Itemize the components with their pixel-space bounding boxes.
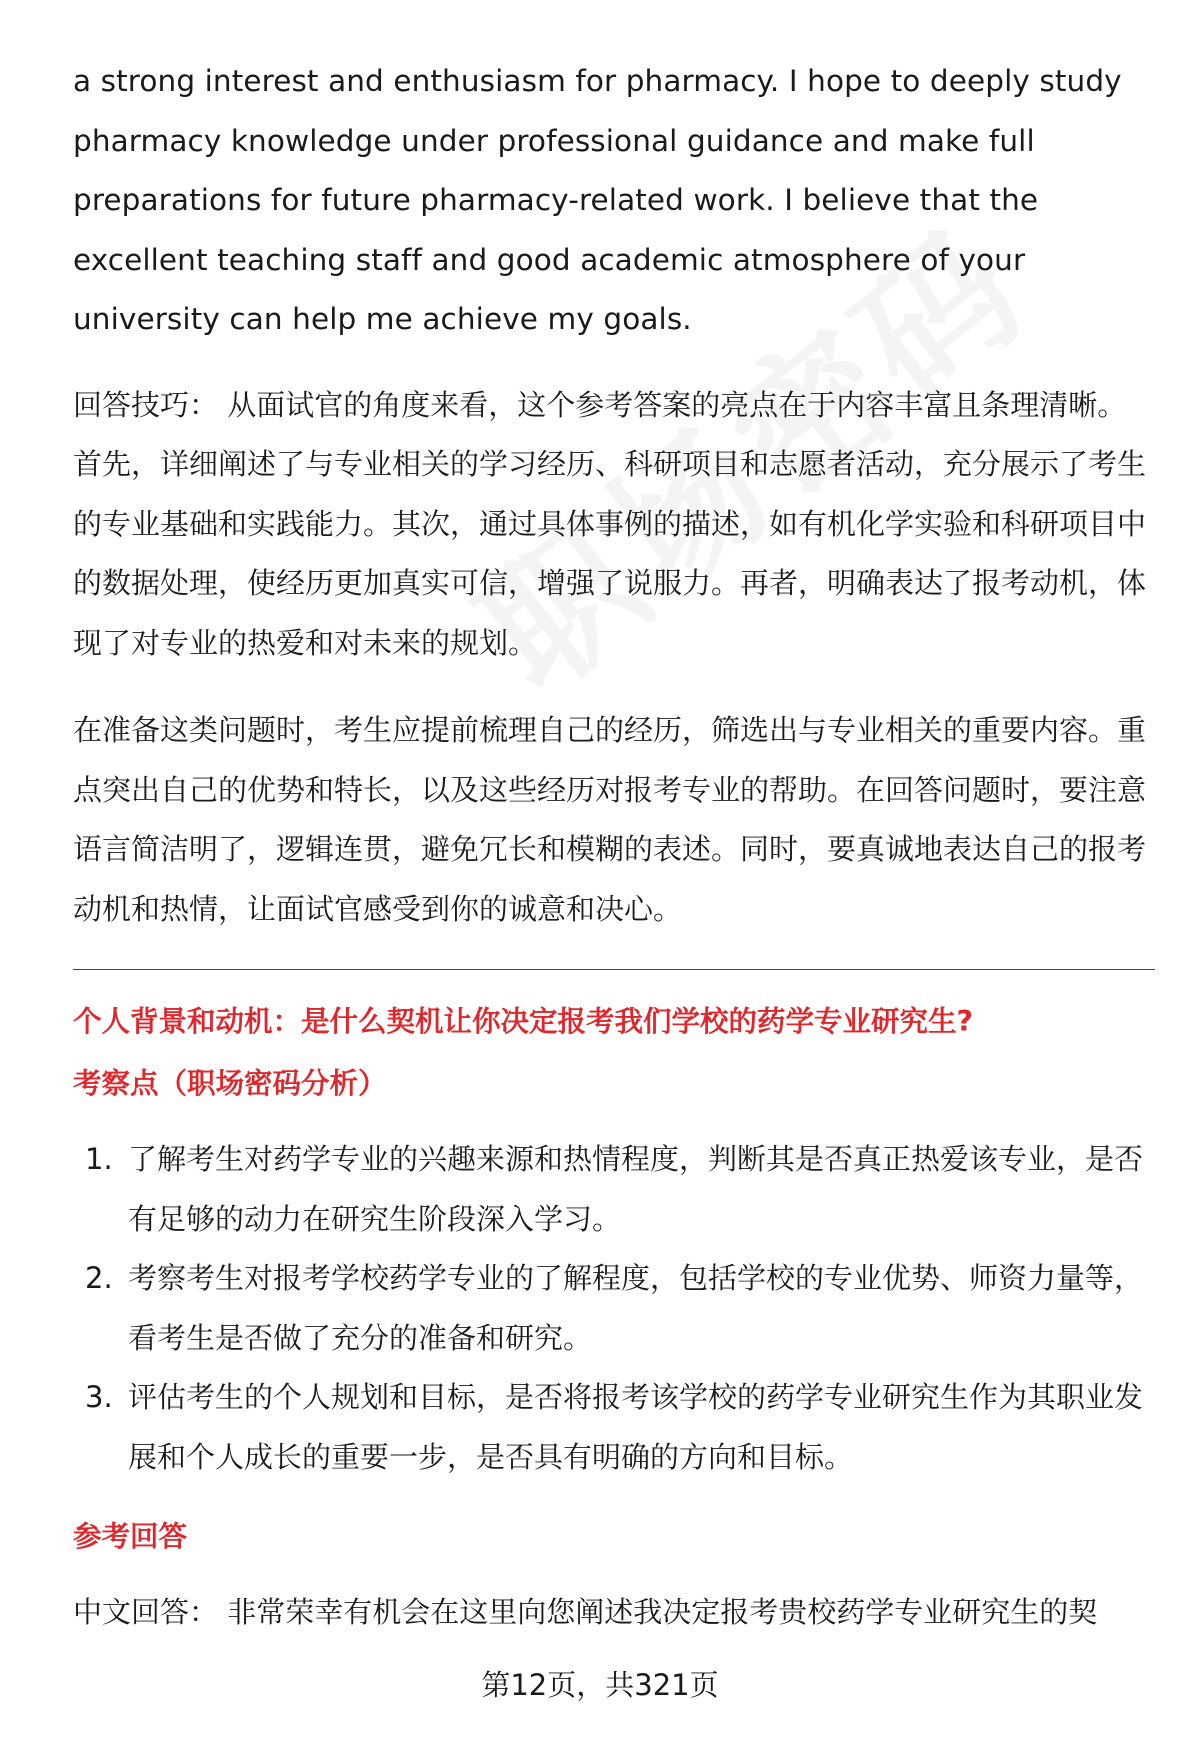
list-item-number: 2. bbox=[85, 1261, 113, 1295]
list-item-text: 考察考生对报考学校药学专业的了解程度，包括学校的专业优势、师资力量等，看考生是否做了充分的准备和研究。 bbox=[128, 1261, 1144, 1355]
list-item-number: 1. bbox=[85, 1142, 113, 1176]
cn-answer-start: 中文回答： 非常荣幸有机会在这里向您阐述我决定报考贵校药学专业研究生的契 bbox=[73, 1595, 1098, 1629]
list-item-number: 3. bbox=[85, 1380, 113, 1414]
list-item-text: 了解考生对药学专业的兴趣来源和热情程度，判断其是否真正热爱该专业，是否有足够的动力在研究生阶段深入学习。 bbox=[128, 1142, 1144, 1236]
exam-points-list bbox=[73, 1130, 1155, 1487]
prep-paragraph: 在准备这类问题时，考生应提前梳理自己的经历，筛选出与专业相关的重要内容。重点突出自己的优势和特长，以及这些经历对报考专业的帮助。在回答问题时，要注意语言简洁明了，逻辑连贯，避免冗长和模糊的表述。同时，要真诚地表达自己的报考动机和热情，让面试官感受到你的诚意和决心。 bbox=[73, 713, 1147, 926]
list-item bbox=[73, 1130, 1155, 1249]
section-divider bbox=[73, 969, 1155, 970]
list-item bbox=[73, 1368, 1155, 1487]
intro-paragraph: a strong interest and enthusiasm for pharmacy. I hope to deeply study pharmacy knowledge under professional guidance and make full preparations for future pharmacy-related work. I believe that the excellent teaching staff and good academic atmosphere of your university can help me achieve my goals. bbox=[73, 64, 1122, 336]
document-page bbox=[73, 52, 1155, 1643]
exam-points-heading: 考察点（职场密码分析） bbox=[73, 1067, 387, 1100]
page-footer: 第12页，共321页 bbox=[481, 1668, 719, 1702]
tips-paragraph: 回答技巧： 从面试官的角度来看，这个参考答案的亮点在于内容丰富且条理清晰。首先，详细阐述了与专业相关的学习经历、科研项目和志愿者活动，充分展示了考生的专业基础和实践能力。其次，通过具体事例的描述，如有机化学实验和科研项目中的数据处理，使经历更加真实可信，增强了说服力。再者，明确表达了报考动机，体现了对专业的热爱和对未来的规划。 bbox=[73, 387, 1147, 660]
reference-heading: 参考回答 bbox=[73, 1520, 188, 1553]
list-item bbox=[73, 1249, 1155, 1368]
list-item-text: 评估考生的个人规划和目标，是否将报考该学校的药学专业研究生作为其职业发展和个人成长的重要一步，是否具有明确的方向和目标。 bbox=[128, 1380, 1144, 1474]
question-heading: 个人背景和动机：是什么契机让你决定报考我们学校的药学专业研究生? bbox=[73, 1005, 974, 1038]
